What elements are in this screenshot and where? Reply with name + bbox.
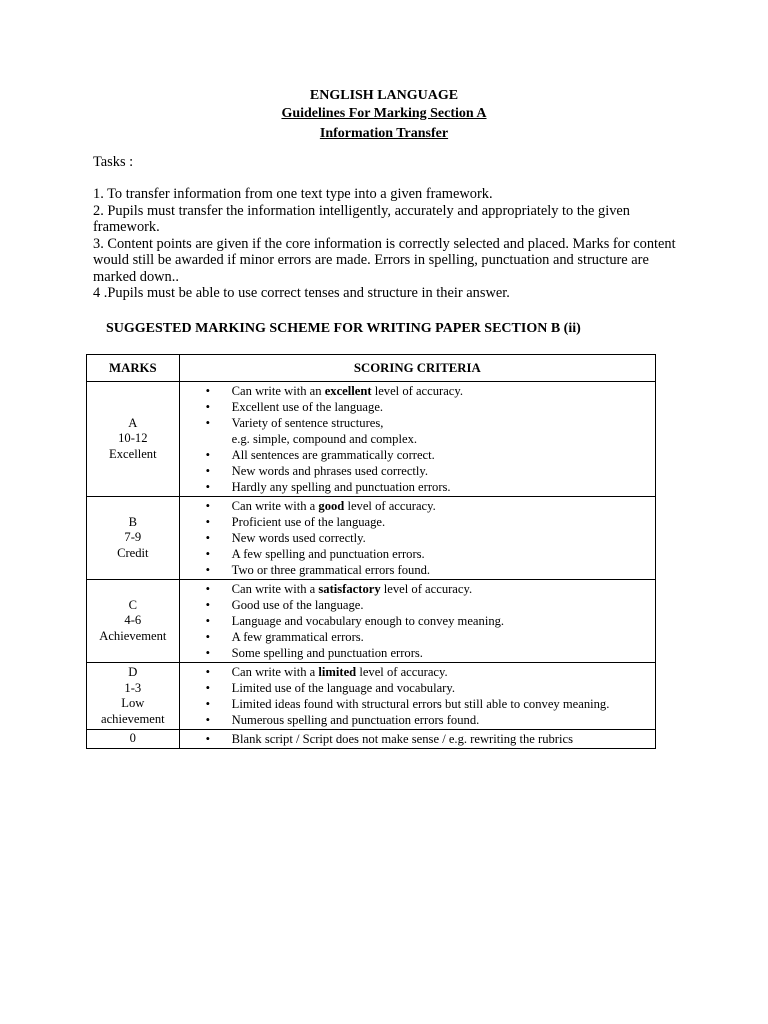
criteria-text: New words used correctly. — [231, 531, 366, 545]
table-row — [87, 730, 656, 749]
criteria-emphasis: good — [318, 499, 345, 513]
bullet-icon: • — [205, 563, 211, 577]
criteria-item — [180, 498, 655, 514]
criteria-text: Good use of the language. — [231, 598, 364, 612]
grade-letter: B — [128, 514, 138, 529]
criteria-cell — [179, 663, 655, 730]
criteria-text: Hardly any spelling and punctuation errors. — [231, 480, 451, 494]
criteria-text: Limited ideas found with structural errors but still able to convey meaning. — [231, 697, 610, 711]
criteria-cell — [179, 730, 655, 749]
table-header-row — [87, 355, 656, 382]
criteria-item — [180, 383, 655, 399]
criteria-emphasis: excellent — [324, 384, 372, 398]
bullet-icon: • — [205, 464, 211, 478]
criteria-list — [180, 580, 655, 662]
criteria-text: Proficient use of the language. — [231, 515, 386, 529]
bullet-icon: • — [205, 646, 211, 660]
criteria-item — [180, 562, 655, 578]
subtitle-text: Guidelines For Marking Section A — [281, 106, 487, 121]
criteria-emphasis: limited — [318, 665, 357, 679]
bullet-icon: • — [205, 416, 211, 430]
criteria-text: Can write with a — [231, 499, 319, 513]
bullet-icon: • — [205, 697, 211, 711]
criteria-item — [180, 664, 655, 680]
marking-scheme-title: SUGGESTED MARKING SCHEME FOR WRITING PAPER SECTION B (ii) — [106, 321, 581, 336]
criteria-list — [180, 730, 655, 748]
grade-letter: C — [128, 597, 138, 612]
criteria-item — [180, 696, 655, 712]
criteria-cell — [179, 382, 655, 497]
marks-cell — [87, 580, 180, 663]
criteria-list — [180, 497, 655, 579]
criteria-text: Variety of sentence structures, — [231, 416, 384, 430]
bullet-icon: • — [205, 480, 211, 494]
bullet-icon: • — [205, 732, 211, 746]
grade-label: Low achievement — [101, 696, 165, 726]
criteria-item — [180, 629, 655, 645]
criteria-text-end: level of accuracy. — [380, 582, 473, 596]
marks-cell — [87, 497, 180, 580]
task-item: 4 .Pupils must be able to use correct tenses and structure in their answer. — [93, 285, 510, 301]
marks-cell — [87, 730, 180, 749]
criteria-continuation: e.g. simple, compound and complex. — [231, 432, 418, 446]
mark-range: 7-9 — [124, 530, 142, 545]
marks-cell — [87, 382, 180, 497]
section-heading — [0, 124, 768, 144]
mark-range: 10-12 — [118, 431, 148, 446]
criteria-column-header: SCORING CRITERIA — [179, 355, 655, 382]
criteria-item — [180, 680, 655, 696]
criteria-text: All sentences are grammatically correct. — [231, 448, 435, 462]
bullet-icon: • — [205, 614, 211, 628]
criteria-text-end: level of accuracy. — [344, 499, 436, 513]
criteria-text: Can write with a — [231, 665, 319, 679]
criteria-text: A few spelling and punctuation errors. — [231, 547, 425, 561]
criteria-item — [180, 415, 655, 447]
mark-range: 1-3 — [124, 680, 142, 695]
criteria-text: Two or three grammatical errors found. — [231, 563, 431, 577]
bullet-icon: • — [205, 531, 211, 545]
criteria-text: Can write with an — [231, 384, 325, 398]
criteria-text: Limited use of the language and vocabulary. — [231, 681, 455, 695]
bullet-icon: • — [205, 665, 211, 679]
bullet-icon: • — [205, 515, 211, 529]
bullet-icon: • — [205, 681, 211, 695]
bullet-icon: • — [205, 713, 211, 727]
criteria-item — [180, 731, 655, 747]
criteria-item — [180, 581, 655, 597]
tasks-label: Tasks : — [93, 154, 134, 170]
criteria-cell — [179, 497, 655, 580]
criteria-item — [180, 514, 655, 530]
criteria-item — [180, 399, 655, 415]
table-row — [87, 497, 656, 580]
criteria-item — [180, 645, 655, 661]
grade-label: Credit — [117, 545, 149, 560]
criteria-item — [180, 447, 655, 463]
marking-scheme-table — [86, 354, 656, 749]
criteria-text-end: level of accuracy. — [356, 665, 448, 679]
criteria-text-end: level of accuracy. — [371, 384, 464, 398]
criteria-emphasis: satisfactory — [318, 582, 381, 596]
criteria-item — [180, 546, 655, 562]
grade-letter: A — [128, 415, 138, 430]
mark-range: 4-6 — [124, 613, 142, 628]
table-row — [87, 382, 656, 497]
document-title: ENGLISH LANGUAGE — [309, 88, 459, 103]
bullet-icon: • — [205, 547, 211, 561]
grade-label: Achievement — [99, 628, 167, 643]
task-item: 3. Content points are given if the core information is correctly selected and placed. Marks for content would still be awarded if minor errors are made. Errors in spelling, punctuation and structure are marked down.. — [93, 235, 676, 285]
marks-column-header: MARKS — [87, 355, 180, 382]
bullet-icon: • — [205, 384, 211, 398]
task-item: 1. To transfer information from one text type into a given framework. — [93, 186, 493, 202]
bullet-icon: • — [205, 630, 211, 644]
criteria-item — [180, 712, 655, 728]
criteria-text: Numerous spelling and punctuation errors found. — [231, 713, 480, 727]
grade-letter: 0 — [129, 731, 136, 746]
tasks-list — [93, 186, 683, 302]
bullet-icon: • — [205, 400, 211, 414]
criteria-item — [180, 479, 655, 495]
criteria-text: Blank script / Script does not make sense / e.g. rewriting the rubrics — [231, 732, 573, 746]
table-row — [87, 580, 656, 663]
criteria-item — [180, 463, 655, 479]
criteria-item — [180, 530, 655, 546]
section-heading-text: Information Transfer — [319, 126, 449, 141]
table-row — [87, 663, 656, 730]
criteria-text: Can write with a — [231, 582, 319, 596]
bullet-icon: • — [205, 582, 211, 596]
task-item: 2. Pupils must transfer the information intelligently, accurately and appropriately to the given framework. — [93, 202, 630, 235]
bullet-icon: • — [205, 598, 211, 612]
criteria-item — [180, 597, 655, 613]
marks-cell — [87, 663, 180, 730]
criteria-text: Excellent use of the language. — [231, 400, 384, 414]
criteria-text: Some spelling and punctuation errors. — [231, 646, 423, 660]
bullet-icon: • — [205, 499, 211, 513]
criteria-text: Language and vocabulary enough to convey meaning. — [231, 614, 505, 628]
criteria-text: A few grammatical errors. — [231, 630, 364, 644]
document-subtitle — [0, 104, 768, 124]
table-body — [87, 382, 656, 749]
criteria-list — [180, 382, 655, 496]
criteria-text: New words and phrases used correctly. — [231, 464, 429, 478]
criteria-item — [180, 613, 655, 629]
criteria-list — [180, 663, 655, 729]
grade-label: Excellent — [109, 446, 157, 461]
grade-letter: D — [128, 665, 138, 679]
criteria-cell — [179, 580, 655, 663]
bullet-icon: • — [205, 448, 211, 462]
